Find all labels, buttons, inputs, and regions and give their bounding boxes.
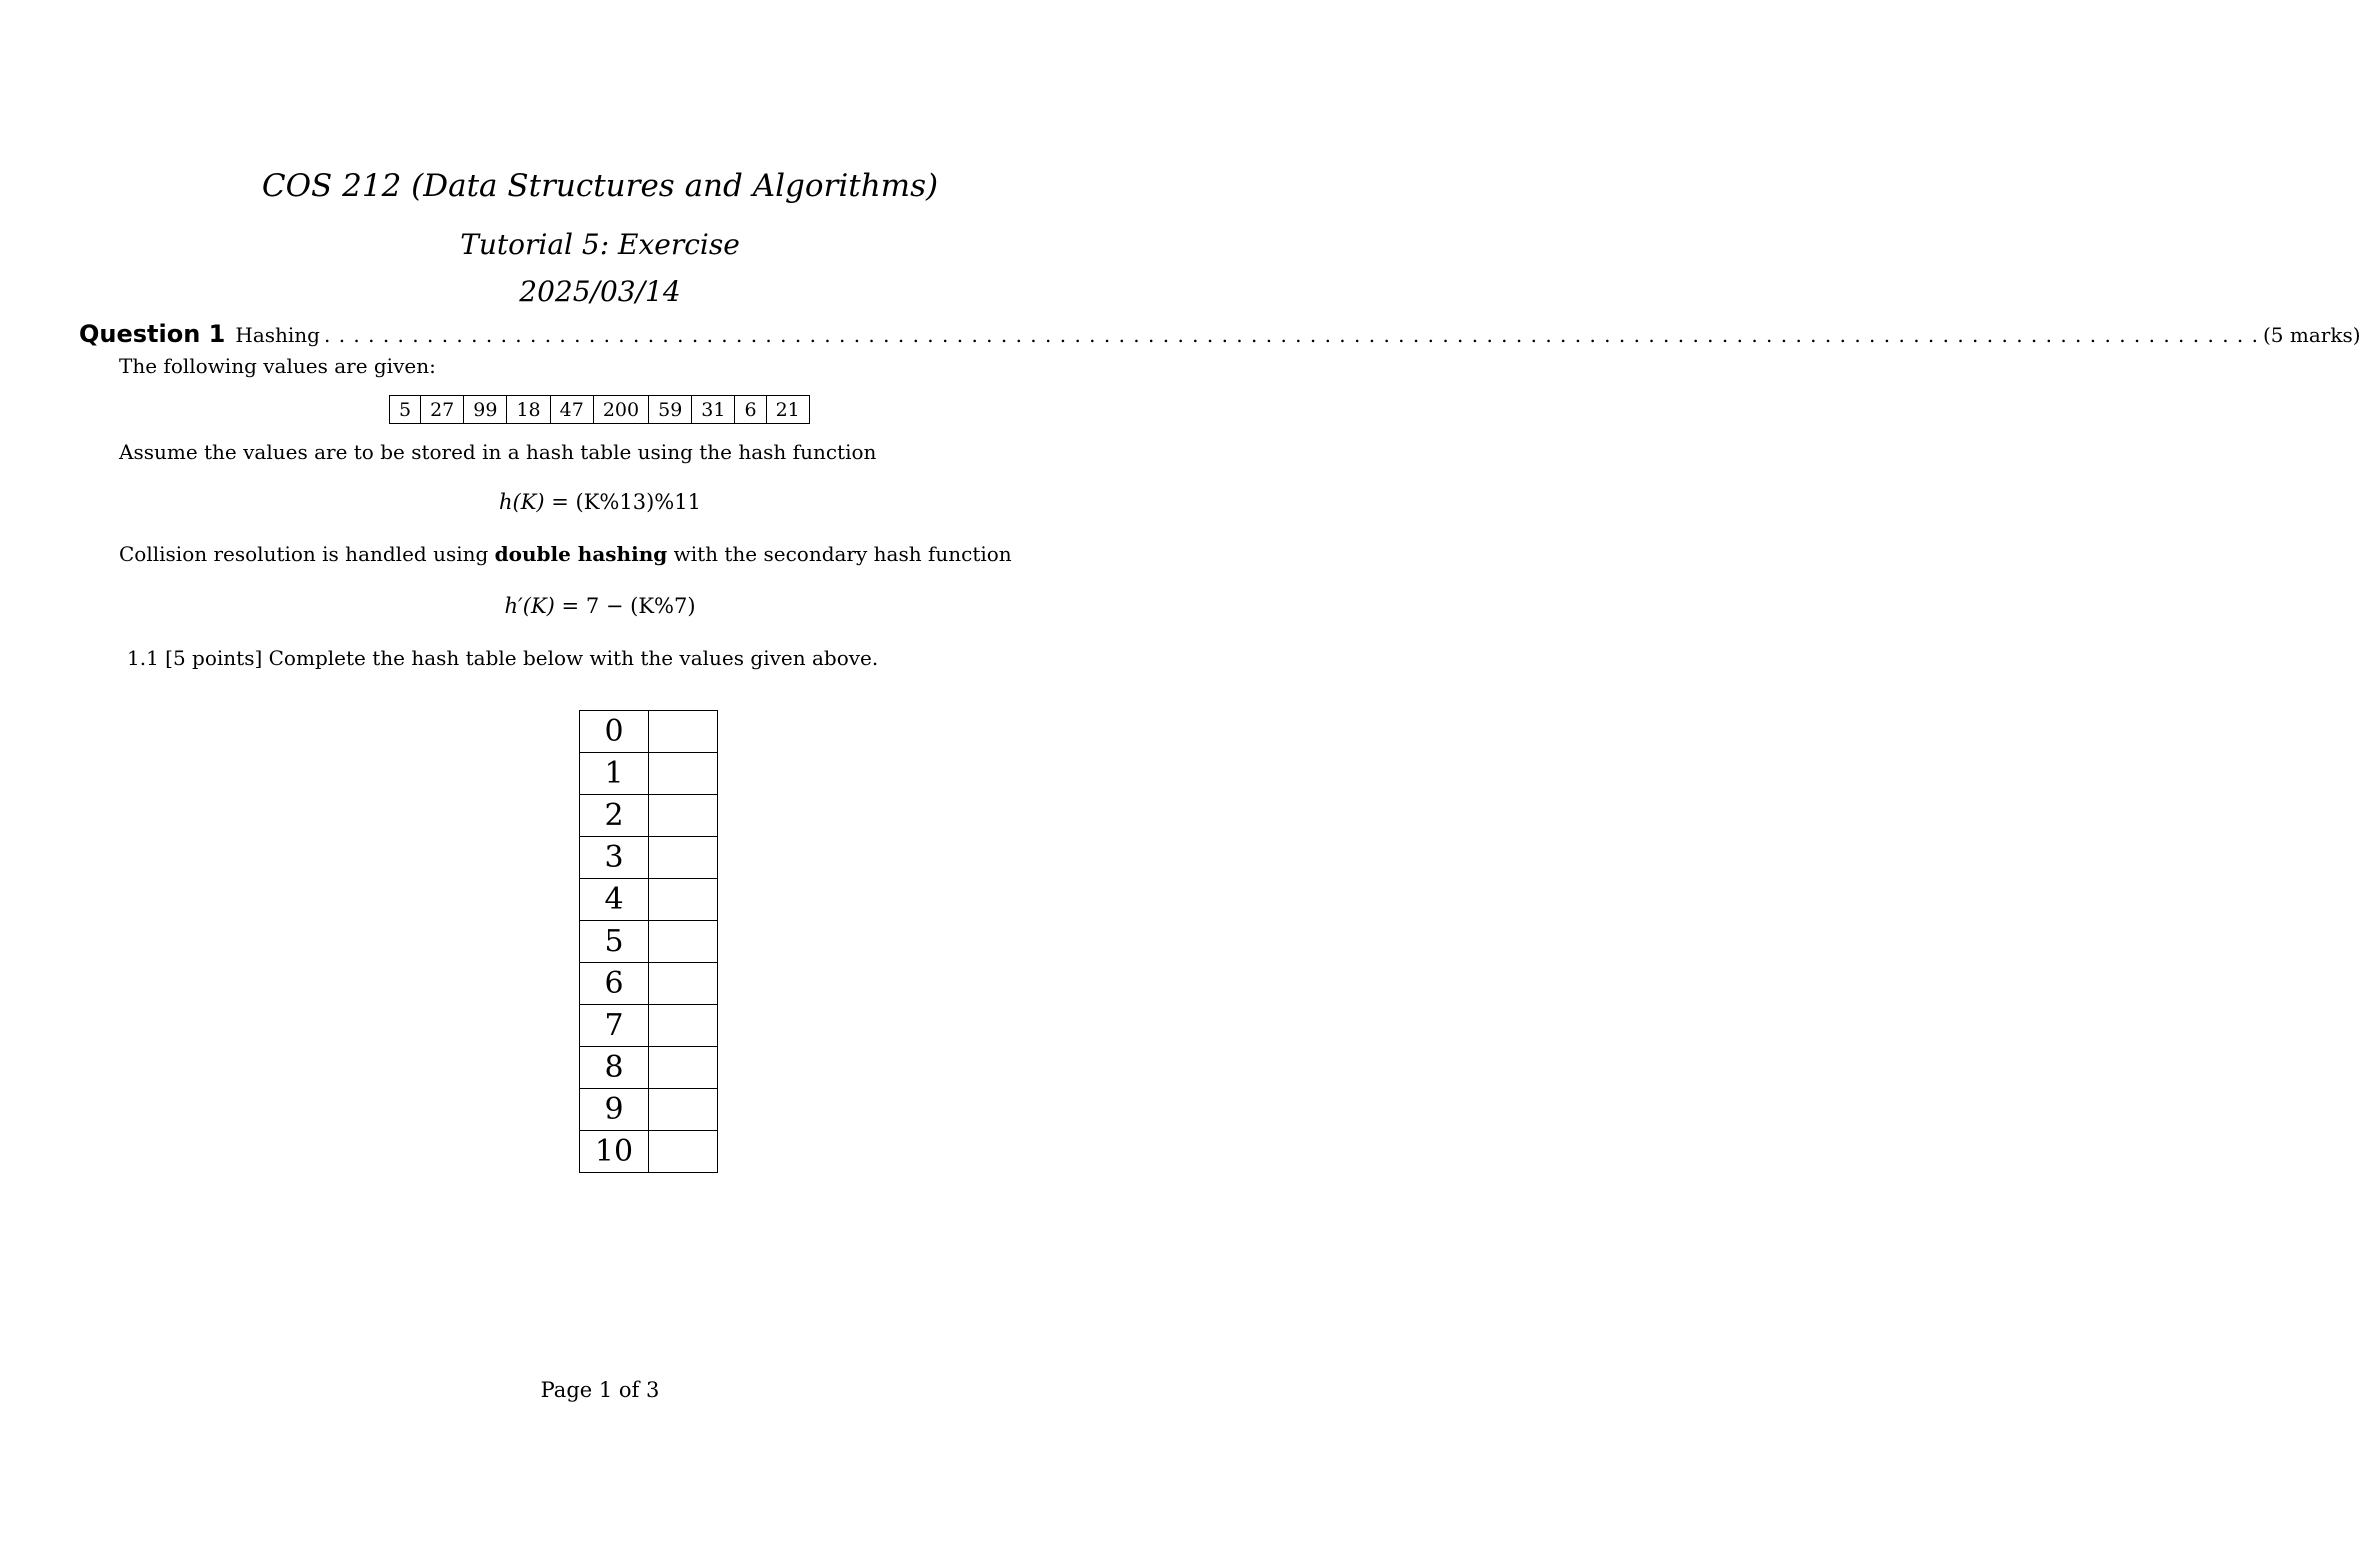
collision-prefix: Collision resolution is handled using [119, 542, 495, 566]
hash-table-slot[interactable] [649, 1005, 718, 1047]
hash-table-row [580, 711, 718, 753]
hash-table-row [580, 1131, 718, 1173]
collision-text [119, 542, 1012, 566]
hash-table-slot[interactable] [649, 879, 718, 921]
value-cell: 6 [735, 396, 766, 424]
value-cell: 200 [593, 396, 648, 424]
hash-table-index: 2 [580, 795, 649, 837]
hash-table-index: 4 [580, 879, 649, 921]
tutorial-date: 2025/03/14 [519, 275, 681, 308]
hash-table-slot[interactable] [649, 1047, 718, 1089]
hash-table-slot[interactable] [649, 795, 718, 837]
hash-table-index: 10 [580, 1131, 649, 1173]
hash-table-slot[interactable] [649, 753, 718, 795]
value-cell: 31 [692, 396, 735, 424]
tutorial-title: Tutorial 5: Exercise [460, 228, 740, 261]
primary-hash-formula [0, 490, 1200, 514]
value-cell: 18 [507, 396, 550, 424]
hash-table-slot[interactable] [649, 1131, 718, 1173]
hash-table-index: 7 [580, 1005, 649, 1047]
hash-table-index: 0 [580, 711, 649, 753]
primary-hash-lhs: h(K) = [499, 490, 576, 514]
collision-method: double hashing [494, 542, 668, 566]
hash-table-row [580, 837, 718, 879]
secondary-hash-rhs: 7 − (K%7) [585, 594, 696, 618]
page-number: Page 1 of 3 [540, 1378, 660, 1402]
value-cell: 47 [550, 396, 593, 424]
hash-table-row [580, 795, 718, 837]
dot-leader: . . . . . . . . . . . . . . . . . . . . . . . . . . . . . . . . . . . . . . . . . . . . . . . . . . . . . . . . . . . . . . . . . . . . . . . . . . . . . . . . . . . . . . . . . . . . . . . . . . . . . . . . . . . . . . . . . . . . . . . . . . . . . . . . . . . . [323, 323, 2259, 347]
hash-table-row [580, 1005, 718, 1047]
hash-table-row [580, 963, 718, 1005]
hash-table-row [580, 1047, 718, 1089]
hash-table [579, 710, 718, 1173]
secondary-hash-formula [0, 594, 1200, 618]
assume-text: Assume the values are to be stored in a hash table using the hash function [119, 440, 877, 464]
hash-table-slot[interactable] [649, 1089, 718, 1131]
hash-table-index: 9 [580, 1089, 649, 1131]
hash-table-row [580, 921, 718, 963]
collision-suffix: with the secondary hash function [667, 542, 1012, 566]
hash-table-slot[interactable] [649, 921, 718, 963]
task-text: 1.1 [5 points] Complete the hash table below with the values given above. [127, 646, 879, 670]
hash-table-row [580, 879, 718, 921]
hash-table-index: 6 [580, 963, 649, 1005]
primary-hash-rhs: (K%13)%11 [575, 490, 701, 514]
hash-table-index: 1 [580, 753, 649, 795]
value-cell: 5 [390, 396, 421, 424]
hash-table-row [580, 1089, 718, 1131]
hash-table-slot[interactable] [649, 963, 718, 1005]
intro-text: The following values are given: [119, 354, 436, 378]
hash-table-index: 3 [580, 837, 649, 879]
course-title: COS 212 (Data Structures and Algorithms) [261, 168, 939, 204]
values-row [390, 396, 810, 424]
value-cell: 99 [464, 396, 507, 424]
value-cell: 59 [649, 396, 692, 424]
given-values-table [389, 395, 810, 424]
hash-table-index: 8 [580, 1047, 649, 1089]
value-cell: 27 [421, 396, 464, 424]
hash-table-slot[interactable] [649, 711, 718, 753]
hash-table-slot[interactable] [649, 837, 718, 879]
question-header [79, 320, 2361, 348]
question-label: Question 1 [79, 320, 226, 348]
hash-table-row [580, 753, 718, 795]
question-marks: (5 marks) [2263, 323, 2361, 347]
secondary-hash-lhs: h′(K) = [504, 594, 586, 618]
question-topic: Hashing [235, 323, 320, 347]
value-cell: 21 [766, 396, 809, 424]
hash-table-index: 5 [580, 921, 649, 963]
